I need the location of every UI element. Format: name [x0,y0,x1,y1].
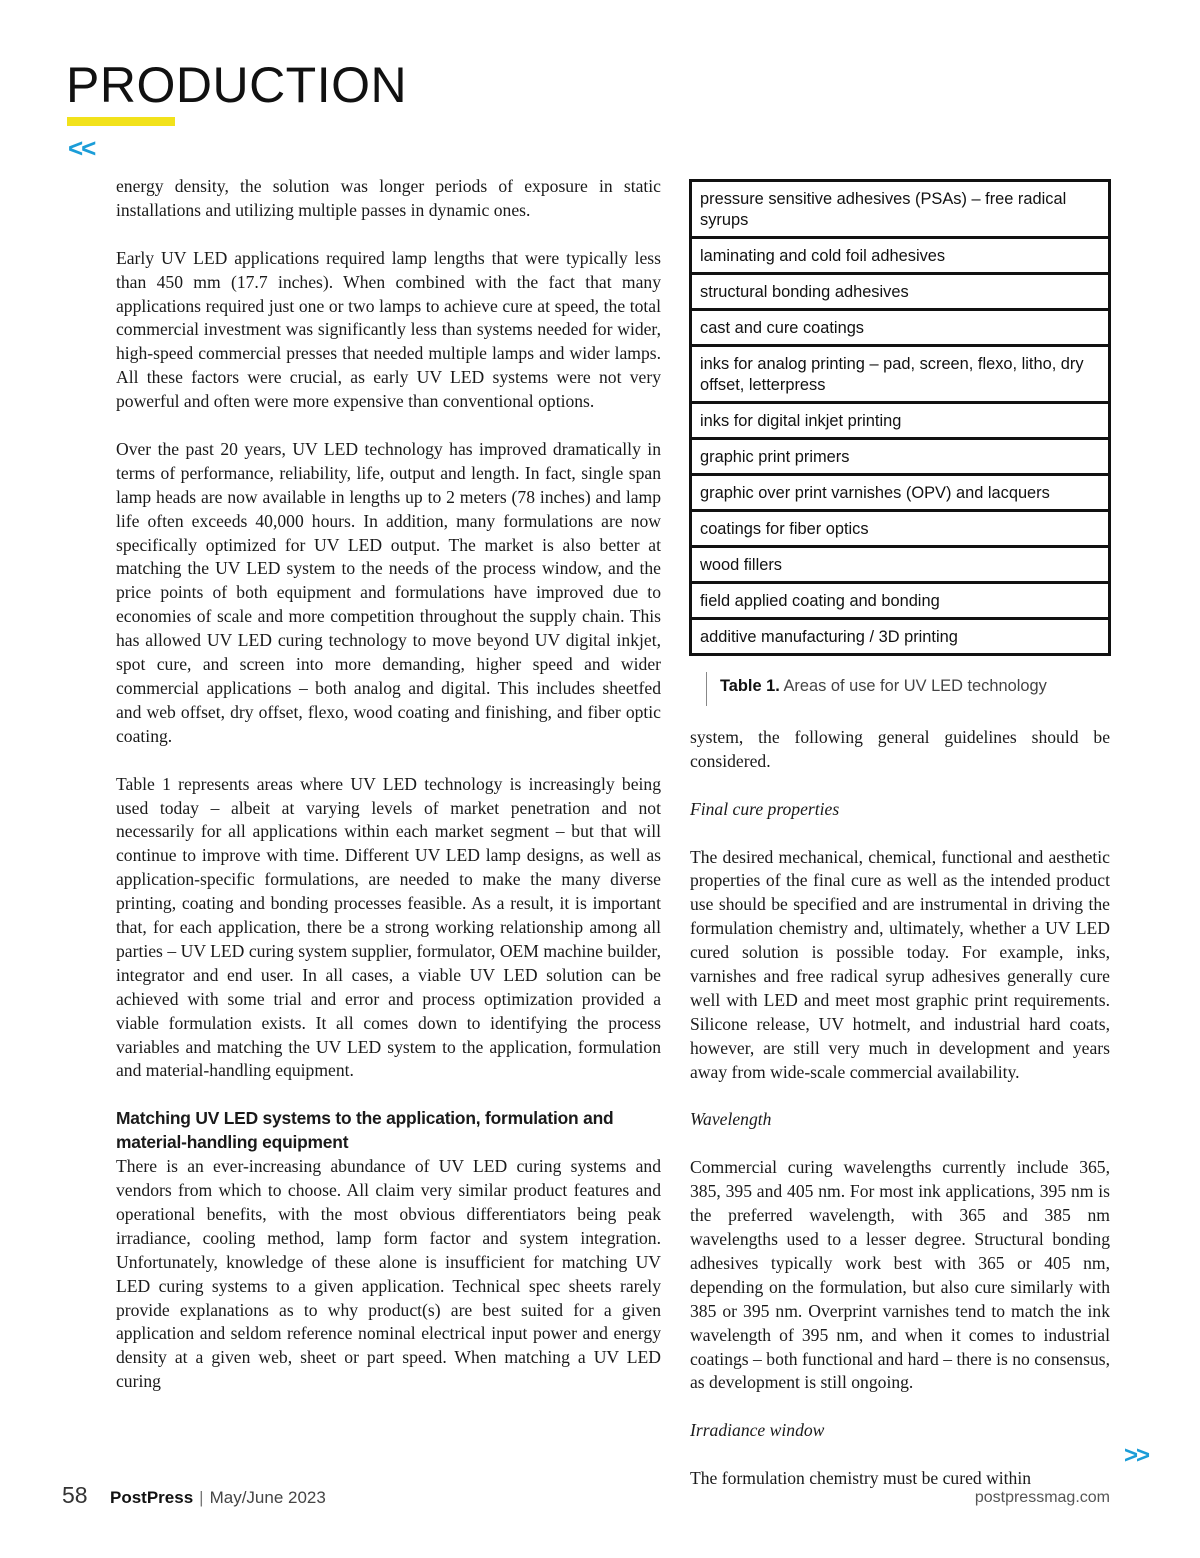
paragraph-irradiance-window: The formulation chemistry must be cured within [690,1468,1032,1488]
table-cell: laminating and cold foil adhesives [691,238,1110,274]
table-cell: wood fillers [691,547,1110,583]
table-caption-label: Table 1. [720,677,780,695]
table-cell: field applied coating and bonding [691,583,1110,619]
title-accent-bar [67,117,175,126]
table-row [691,619,1110,655]
footer-publication [110,1489,326,1506]
left-paragraph-5: There is an ever-increasing abundance of UV LED curing systems and vendors from which to choose. All claim very similar product features and operational benefits, with the most obvious differentiators being peak irradiance, cooling method, lamp form factor and system integration. Unfortunately, knowledge of these alone is insufficient for matching UV LED curing systems to a given application. Technical spec sheets rarely provide explanations as to why product(s) are best suited for a given application and seldom reference nominal electrical input power and energy density at a given web, sheet or part speed. When matching a UV LED curing [116,1156,661,1392]
left-paragraph-2: Early UV LED applications required lamp lengths that were typically less than 450 mm (17.7 inches). When combined with the fact that many applications required just one or two lamps to achieve cure at speed, the total commercial investment was significantly less than systems needed for wider, high-speed commercial presses that needed multiple lamps and wider lamps. All these factors were crucial, as early UV LED systems were not very powerful and often were more expensive than conventional options. [116,247,661,412]
table-row [691,511,1110,547]
right-column [690,726,1110,1491]
table-caption-text: Areas of use for UV LED technology [783,677,1047,695]
table-row [691,583,1110,619]
paragraph-wavelength: Commercial curing wavelengths currently include 365, 385, 395 and 405 nm. For most ink applications, 395 nm is the preferred wavelength, with 365 and 385 nm wavelengths used to a lesser degree. Structural bonding adhesives typically work best with 365 or 405 nm, depending on the formulation, but also cure similarly with 385 or 395 nm. Overprint varnishes tend to match the ink wavelength of 395 nm, and when it comes to industrial coatings – both functional and hard – there is no consensus, as development is still ongoing. [690,1157,1110,1393]
table-row [691,475,1110,511]
table-cell: additive manufacturing / 3D printing [691,619,1110,655]
table-row [691,439,1110,475]
right-paragraph-1: system, the following general guidelines should be considered. [690,727,1110,771]
table-cell: coatings for fiber optics [691,511,1110,547]
section-subheading: Matching UV LED systems to the application, formulation and material-handling equipment [116,1108,614,1153]
heading-irradiance-window: Irradiance window [690,1420,825,1441]
table-row [691,238,1110,274]
table-cell: structural bonding adhesives [691,274,1110,310]
table-cell: inks for digital inkjet printing [691,403,1110,439]
table-cell: cast and cure coatings [691,310,1110,346]
left-paragraph-4: Table 1 represents areas where UV LED technology is increasingly being used today – albeit at varying levels of market penetration and not necessarily for all applications within each market segment – but that will continue to improve with time. Different UV LED lamp designs, as well as application-specific formulations, are needed to make the many diverse printing, coating and bonding processes feasible. As a result, it is important that, for each application, there be a strong working relationship among all parties – UV LED curing system supplier, formulator, OEM machine builder, integrator and end user. In all cases, a viable UV LED solution can be achieved with some trial and error and process optimization provided a viable formulation exists. It all comes down to identifying the process variables and matching the UV LED system to the application, formulation and material-handling equipment. [116,773,661,1081]
footer-separator: | [199,1488,204,1507]
section-title: PRODUCTION [66,57,408,113]
next-page-arrows[interactable]: >> [1124,1442,1149,1469]
previous-page-arrows[interactable]: << [68,133,95,163]
footer-issue: May/June 2023 [209,1488,326,1507]
left-column [116,175,661,1394]
table-cell: graphic over print varnishes (OPV) and lacquers [691,475,1110,511]
left-paragraph-1: energy density, the solution was longer periods of exposure in static installations and utilizing multiple passes in dynamic ones. [116,176,661,220]
areas-of-use-table [689,179,1111,656]
table-row [691,346,1110,403]
table-cell: inks for analog printing – pad, screen, flexo, litho, dry offset, letterpress [691,346,1110,403]
heading-final-cure: Final cure properties [690,798,840,819]
table-cell: graphic print primers [691,439,1110,475]
table-cell: pressure sensitive adhesives (PSAs) – free radical syrups [691,181,1110,238]
table-row [691,310,1110,346]
table-row [691,274,1110,310]
table-row [691,403,1110,439]
table-row [691,547,1110,583]
paragraph-final-cure: The desired mechanical, chemical, functional and aesthetic properties of the final cure as well as the intended product use should be specified and are instrumental in driving the formulation chemistry and, ultimately, whether a UV LED cured solution is possible today. For example, inks, varnishes and free radical syrup adhesives generally cure well with LED and meet most graphic print requirements. Silicone release, UV hotmelt, and industrial hard coats, however, are still very much in development and years away from wide-scale commercial availability. [690,846,1110,1082]
page-number: 58 [62,1482,88,1508]
left-paragraph-3: Over the past 20 years, UV LED technology has improved dramatically in terms of performance, reliability, life, output and length. In fact, single span lamp heads are now available in lengths up to 2 meters (78 inches) and lamp life often exceeds 40,000 hours. In addition, many formulations are now specifically optimized for UV LED output. The market is also better at matching the UV LED system to the needs of the process window, and the price points of both equipment and formulations have improved due to economies of scale and more competition throughout the supply chain. This has allowed UV LED curing technology to move beyond UV digital inkjet, spot cure, and screen into more demanding, higher speed and wider commercial applications – both analog and digital. This includes sheetfed and web offset, dry offset, flexo, wood coating and finishing, and fiber optic coating. [116,438,661,746]
footer-url[interactable]: postpressmag.com [974,1489,1110,1506]
footer-brand-name: PostPress [110,1488,194,1507]
heading-wavelength: Wavelength [690,1109,772,1130]
table-row [691,181,1110,238]
table-caption [706,672,1047,706]
